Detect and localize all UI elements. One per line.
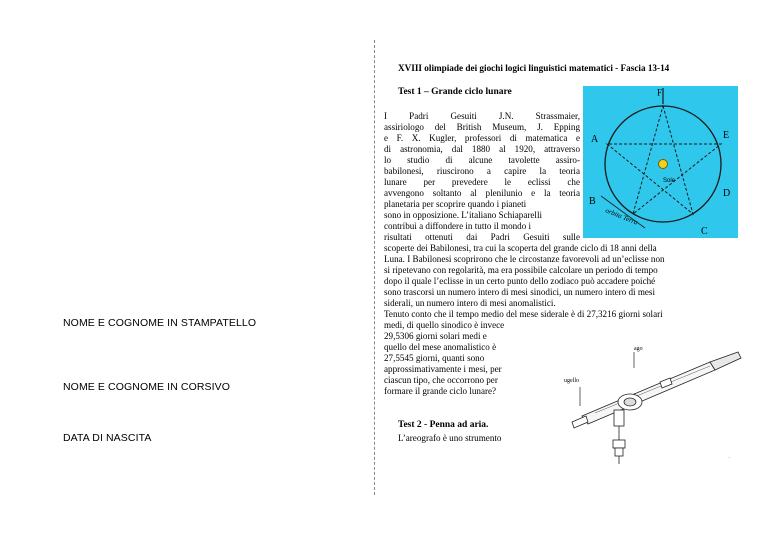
- text-line: avvengono soltanto al plenilunio e la teoria: [384, 188, 580, 198]
- text-line: approssimativamente i mesi, per: [384, 364, 502, 374]
- field-label-birthdate: DATA DI NASCITA: [63, 432, 152, 444]
- label-F: F: [657, 87, 663, 98]
- label-E: E: [723, 130, 730, 141]
- text-line: assiriologo del British Museum, J. Epping: [384, 122, 580, 132]
- label-ugello: ugello: [564, 378, 579, 385]
- text-line: Tenuto conto che il tempo medio del mese siderale è di 27,3216 giorni solari: [384, 309, 663, 319]
- text-line: lo studio di alcune tavolette assiro-: [384, 155, 580, 165]
- field-label-name-print: NOME E COGNOME IN STAMPATELLO: [63, 317, 257, 329]
- text-line: si ripetevano con regolarità, ma era possibile calcolare un periodo di tempo: [384, 265, 658, 275]
- label-C: C: [701, 226, 708, 237]
- text-line: scoperte dei Babilonesi, tra cui la scoperta del grande ciclo di 18 anni della: [384, 243, 657, 253]
- label-sole: Sole: [663, 178, 676, 184]
- label-ago: ago: [634, 346, 643, 353]
- text-line: formare il grande ciclo lunare?: [384, 386, 497, 396]
- page-title: XVIII olimpiade dei giochi logici linguistici matematici - Fascia 13-14: [398, 63, 670, 73]
- figure-mark: ·: [728, 454, 731, 462]
- text-line: babilonesi, riuscirono a capire la teoria: [384, 166, 580, 176]
- test2-title: Test 2 - Penna ad aria.: [398, 420, 489, 430]
- sun-marker: [659, 160, 668, 169]
- text-line: Luna. I Babilonesi scoprirono che le circostanze favorevoli ad un’eclisse non: [384, 254, 665, 264]
- text-line: lunare per prevedere le eclissi che: [384, 177, 580, 187]
- text-line: L’areografo è uno strumento: [398, 433, 502, 443]
- text-line: 27,5545 giorni, quanti sono: [384, 353, 485, 363]
- text-line: medi, di quello sinodico è invece: [384, 320, 505, 330]
- text-line: dopo il quale l’eclisse in un certo punto dello zodiaco può accadere poiché: [384, 276, 656, 286]
- text-line: I Padri Gesuiti J.N. Strassmaier,: [384, 111, 580, 121]
- text-line: sono trascorsi un numero intero di mesi sinodici, un numero intero di mesi: [384, 287, 656, 297]
- text-line: sono in opposizione. L’italiano Schiaparelli: [384, 210, 543, 220]
- text-line: 29,5306 giorni solari medi e: [384, 331, 487, 341]
- airbrush-svg: [560, 340, 750, 475]
- field-label-name-cursive: NOME E COGNOME IN CORSIVO: [63, 381, 231, 393]
- fold-divider: [374, 40, 375, 495]
- text-line: planetaria per scoprire quando i pianeti: [384, 199, 527, 209]
- label-B: B: [589, 196, 596, 207]
- text-line: di astronomia, dal 1880 al 1920, attraverso: [384, 144, 580, 154]
- text-line: risultati ottenuti dai Padri Gesuiti sulle: [384, 232, 580, 242]
- text-line: siderali, un numero intero di mesi anomalistici.: [384, 298, 556, 308]
- test1-title: Test 1 – Grande ciclo lunare: [398, 87, 512, 97]
- text-line: contribuì a diffondere in tutto il mondo i: [384, 221, 532, 231]
- label-D: D: [723, 188, 731, 199]
- label-A: A: [591, 134, 599, 145]
- label-orbita-terra: orbita Terra: [604, 206, 639, 227]
- airbrush-body: [572, 352, 741, 464]
- lunar-diagram-svg: [583, 86, 738, 238]
- airbrush-figure: [560, 340, 750, 475]
- text-line: e F. X. Kugler, professori di matematica e: [384, 133, 580, 143]
- text-line: ciascun tipo, che occorrono per: [384, 375, 498, 385]
- text-line: quello del mese anomalistico è: [384, 342, 497, 352]
- lunar-cycle-diagram: [583, 86, 738, 238]
